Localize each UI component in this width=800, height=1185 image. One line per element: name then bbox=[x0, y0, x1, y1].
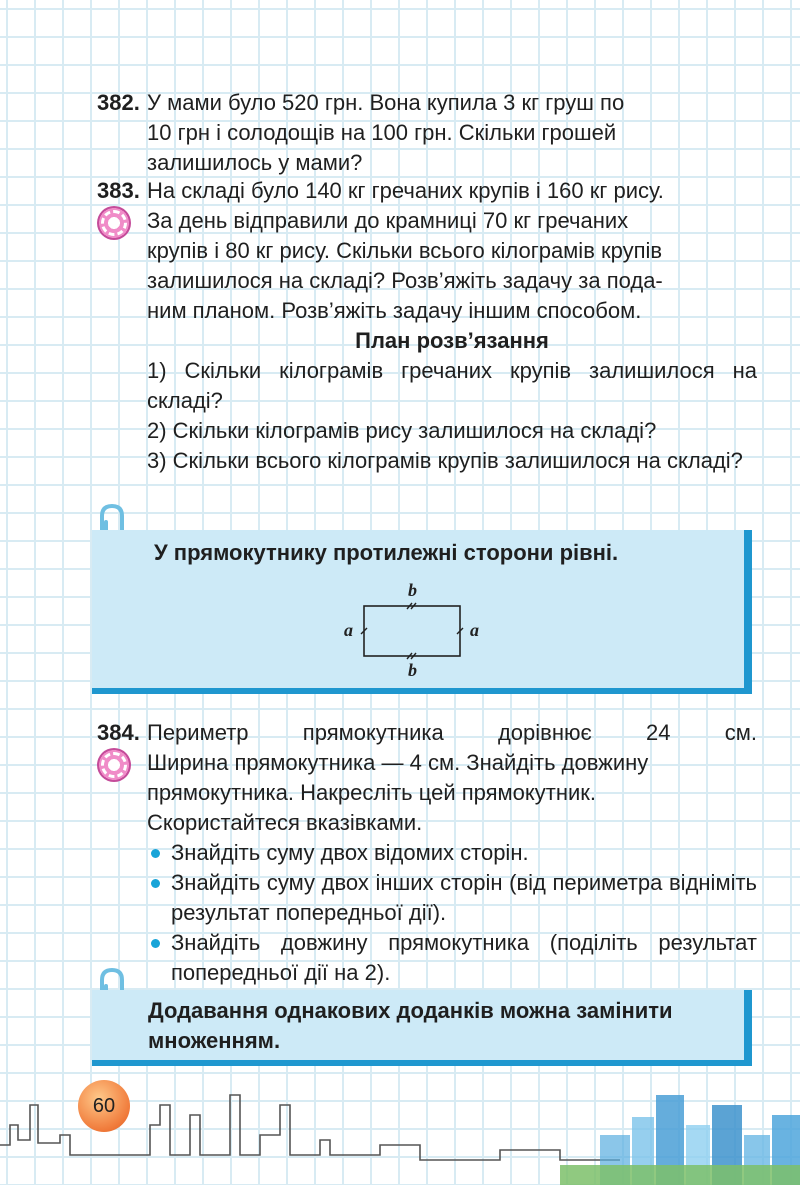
problem-line: ним планом. Розв’яжіть задачу іншим способом. bbox=[147, 298, 642, 323]
side-label-left: a bbox=[344, 620, 353, 640]
problem-line: 10 грн і солодощів на 100 грн. Скільки грошей bbox=[147, 120, 617, 145]
plan-step: 1) Скільки кілограмів гречаних крупів залишилося на складі? bbox=[147, 358, 757, 413]
problem-line: За день відправили до крамниці 70 кг гречаних bbox=[147, 208, 629, 233]
rule-text: Додавання однакових доданків можна замінити множенням. bbox=[148, 998, 673, 1053]
problem-line: залишилося на складі? Розв’яжіть задачу за пода- bbox=[147, 268, 663, 293]
hint-item: Знайдіть суму двох інших сторін (від периметра відніміть результат попередньої дії). bbox=[147, 868, 757, 928]
problem-382 bbox=[97, 88, 757, 178]
problem-text bbox=[147, 88, 757, 178]
problem-line: прямокутника. Накресліть цей прямокутник. bbox=[147, 780, 597, 805]
rule-text: У прямокутнику протилежні сторони рівні. bbox=[154, 540, 619, 565]
hint-list bbox=[147, 838, 757, 988]
problem-383 bbox=[97, 176, 757, 476]
plan-title: План розв’язання bbox=[355, 328, 549, 353]
problem-line: Ширина прямокутника — 4 см. Знайдіть довжину bbox=[147, 750, 649, 775]
hint-item: Знайдіть суму двох відомих сторін. bbox=[147, 838, 757, 868]
problem-line: Периметр прямокутника дорівнює 24 см. bbox=[147, 720, 757, 745]
problem-text bbox=[147, 718, 757, 988]
problem-number: 384. bbox=[97, 720, 140, 745]
rule-box-rectangle bbox=[92, 530, 752, 694]
problem-line: крупів і 80 кг рису. Скільки всього кілограмів крупів bbox=[147, 238, 663, 263]
side-label-bottom: b bbox=[408, 660, 417, 680]
problem-line: залишилось у мами? bbox=[147, 150, 363, 175]
rectangle-shape bbox=[364, 606, 460, 656]
rule-box-multiplication bbox=[92, 990, 752, 1066]
plan-step: 3) Скільки всього кілограмів крупів залишилося на складі? bbox=[147, 448, 743, 473]
problem-number: 383. bbox=[97, 178, 140, 203]
page-number: 60 bbox=[78, 1080, 130, 1132]
problem-line: Скористайтеся вказівками. bbox=[147, 810, 423, 835]
problem-384 bbox=[97, 718, 757, 988]
problem-text bbox=[147, 176, 757, 476]
problem-number: 382. bbox=[97, 90, 140, 115]
rectangle-diagram bbox=[332, 576, 492, 680]
problem-line: На складі було 140 кг гречаних крупів і 160 кг рису. bbox=[147, 178, 664, 203]
hint-item: Знайдіть довжину прямокутника (поділіть результат попередньої дії на 2). bbox=[147, 928, 757, 988]
side-label-right: a bbox=[470, 620, 479, 640]
problem-line: У мами було 520 грн. Вона купила 3 кг груш по bbox=[147, 90, 625, 115]
side-label-top: b bbox=[408, 580, 417, 600]
plan-step: 2) Скільки кілограмів рису залишилося на складі? bbox=[147, 418, 657, 443]
